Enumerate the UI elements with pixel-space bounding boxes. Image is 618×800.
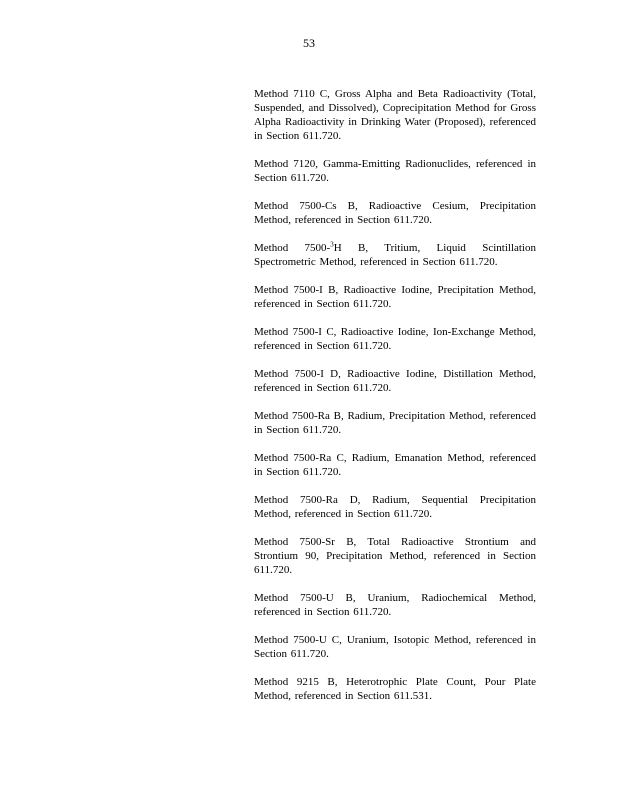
method-entry-superscript: 3 <box>330 240 334 249</box>
method-entry: Method 7500-Ra B, Radium, Precipitation Method, referenced in Section 611.720. <box>254 410 536 436</box>
method-entry: Method 7500-I B, Radioactive Iodine, Precipitation Method, referenced in Section 611.720. <box>254 284 536 310</box>
method-entry: Method 7500-Cs B, Radioactive Cesium, Precipitation Method, referenced in Section 611.720. <box>254 200 536 226</box>
page-number-text: 53 <box>303 36 315 50</box>
method-entry: Method 7500-Ra C, Radium, Emanation Method, referenced in Section 611.720. <box>254 452 536 478</box>
method-entry: Method 7500-U B, Uranium, Radiochemical Method, referenced in Section 611.720. <box>254 592 536 618</box>
method-entry: Method 7110 C, Gross Alpha and Beta Radioactivity (Total, Suspended, and Dissolved), Coprecipitation Method for Gross Alpha Radioactivity in Drinking Water (Proposed), referenced in Section 611.720. <box>254 88 536 142</box>
method-entry: Method 7120, Gamma-Emitting Radionuclides, referenced in Section 611.720. <box>254 158 536 184</box>
method-list <box>254 87 536 717</box>
method-entry: Method 9215 B, Heterotrophic Plate Count, Pour Plate Method, referenced in Section 611.531. <box>254 676 536 702</box>
method-entry: Method 7500-Ra D, Radium, Sequential Precipitation Method, referenced in Section 611.720. <box>254 494 536 520</box>
method-entry-prefix: Method 7500- <box>254 242 331 254</box>
method-entry: Method 7500-U C, Uranium, Isotopic Method, referenced in Section 611.720. <box>254 634 536 660</box>
page-number <box>0 36 618 50</box>
method-entry <box>254 241 536 269</box>
method-entry: Method 7500-Sr B, Total Radioactive Strontium and Strontium 90, Precipitation Method, referenced in Section 611.720. <box>254 536 536 576</box>
method-entry: Method 7500-I D, Radioactive Iodine, Distillation Method, referenced in Section 611.720. <box>254 368 536 394</box>
method-entry-suffix: H B, Tritium, Liquid Scintillation Spectrometric Method, referenced in Section 611.720. <box>254 242 536 268</box>
method-entry: Method 7500-I C, Radioactive Iodine, Ion-Exchange Method, referenced in Section 611.720. <box>254 326 536 352</box>
